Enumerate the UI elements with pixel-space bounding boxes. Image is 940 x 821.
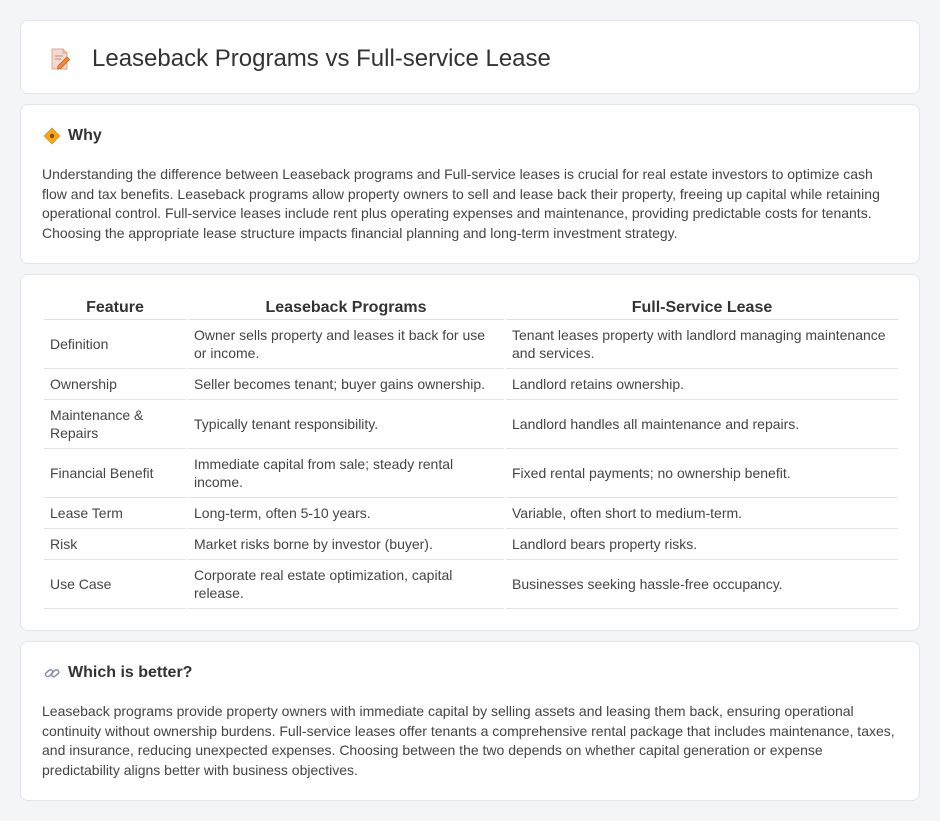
cell-feature: Definition (44, 320, 186, 369)
table-row (44, 498, 898, 529)
cell-full-service: Fixed rental payments; no ownership benefit. (506, 449, 898, 498)
table-row (44, 320, 898, 369)
cell-feature: Use Case (44, 560, 186, 609)
cell-leaseback: Immediate capital from sale; steady rental income. (188, 449, 504, 498)
cell-full-service: Landlord handles all maintenance and repairs. (506, 400, 898, 449)
comparison-table-card (20, 274, 920, 631)
cell-feature: Maintenance & Repairs (44, 400, 186, 449)
table-row (44, 400, 898, 449)
header-leaseback: Leaseback Programs (188, 296, 504, 320)
table-row (44, 449, 898, 498)
cell-full-service: Landlord retains ownership. (506, 369, 898, 400)
cell-leaseback: Corporate real estate optimization, capital release. (188, 560, 504, 609)
why-heading (43, 127, 102, 145)
better-body: Leaseback programs provide property owners with immediate capital by selling assets and leasing them back, ensuring operational continuity without ownership burdens. Full-service leases offer tenants a comprehensive rental package that includes maintenance, taxes, and insurance, reducing unexpected expenses. Choosing between the two depends on whether capital generation or expense predictability aligns better with business objectives. (42, 703, 895, 778)
document-edit-icon (48, 47, 72, 71)
header-feature: Feature (44, 296, 186, 320)
page-title: Leaseback Programs vs Full-service Lease (92, 45, 551, 72)
cell-feature: Risk (44, 529, 186, 560)
cell-leaseback: Seller becomes tenant; buyer gains ownership. (188, 369, 504, 400)
better-heading (43, 664, 192, 682)
cell-full-service: Variable, often short to medium-term. (506, 498, 898, 529)
cell-leaseback: Long-term, often 5-10 years. (188, 498, 504, 529)
cell-feature: Financial Benefit (44, 449, 186, 498)
table-row (44, 369, 898, 400)
table-header-row (44, 296, 898, 320)
better-title: Which is better? (68, 664, 193, 681)
why-body: Understanding the difference between Leaseback programs and Full-service leases is crucial for real estate investors to optimize cash flow and tax benefits. Leaseback programs allow property owners to sell and lease back their property, freeing up capital while retaining operational control. Full-service leases include rent plus operating expenses and maintenance, providing predictable costs for tenants. Choosing the appropriate lease structure impacts financial planning and long-term investment strategy. (42, 166, 880, 241)
cell-full-service: Tenant leases property with landlord managing maintenance and services. (506, 320, 898, 369)
cell-feature: Lease Term (44, 498, 186, 529)
link-icon (43, 664, 61, 682)
cell-leaseback: Owner sells property and leases it back for use or income. (188, 320, 504, 369)
cell-full-service: Landlord bears property risks. (506, 529, 898, 560)
cell-feature: Ownership (44, 369, 186, 400)
cell-leaseback: Market risks borne by investor (buyer). (188, 529, 504, 560)
cell-leaseback: Typically tenant responsibility. (188, 400, 504, 449)
comparison-table (42, 296, 900, 609)
table-row (44, 560, 898, 609)
why-title: Why (68, 127, 102, 144)
diamond-warning-icon (43, 127, 61, 145)
cell-full-service: Businesses seeking hassle-free occupancy. (506, 560, 898, 609)
header-full-service: Full-Service Lease (506, 296, 898, 320)
table-row (44, 529, 898, 560)
which-is-better-section (20, 641, 920, 801)
header-card (20, 20, 920, 94)
why-section (20, 104, 920, 264)
